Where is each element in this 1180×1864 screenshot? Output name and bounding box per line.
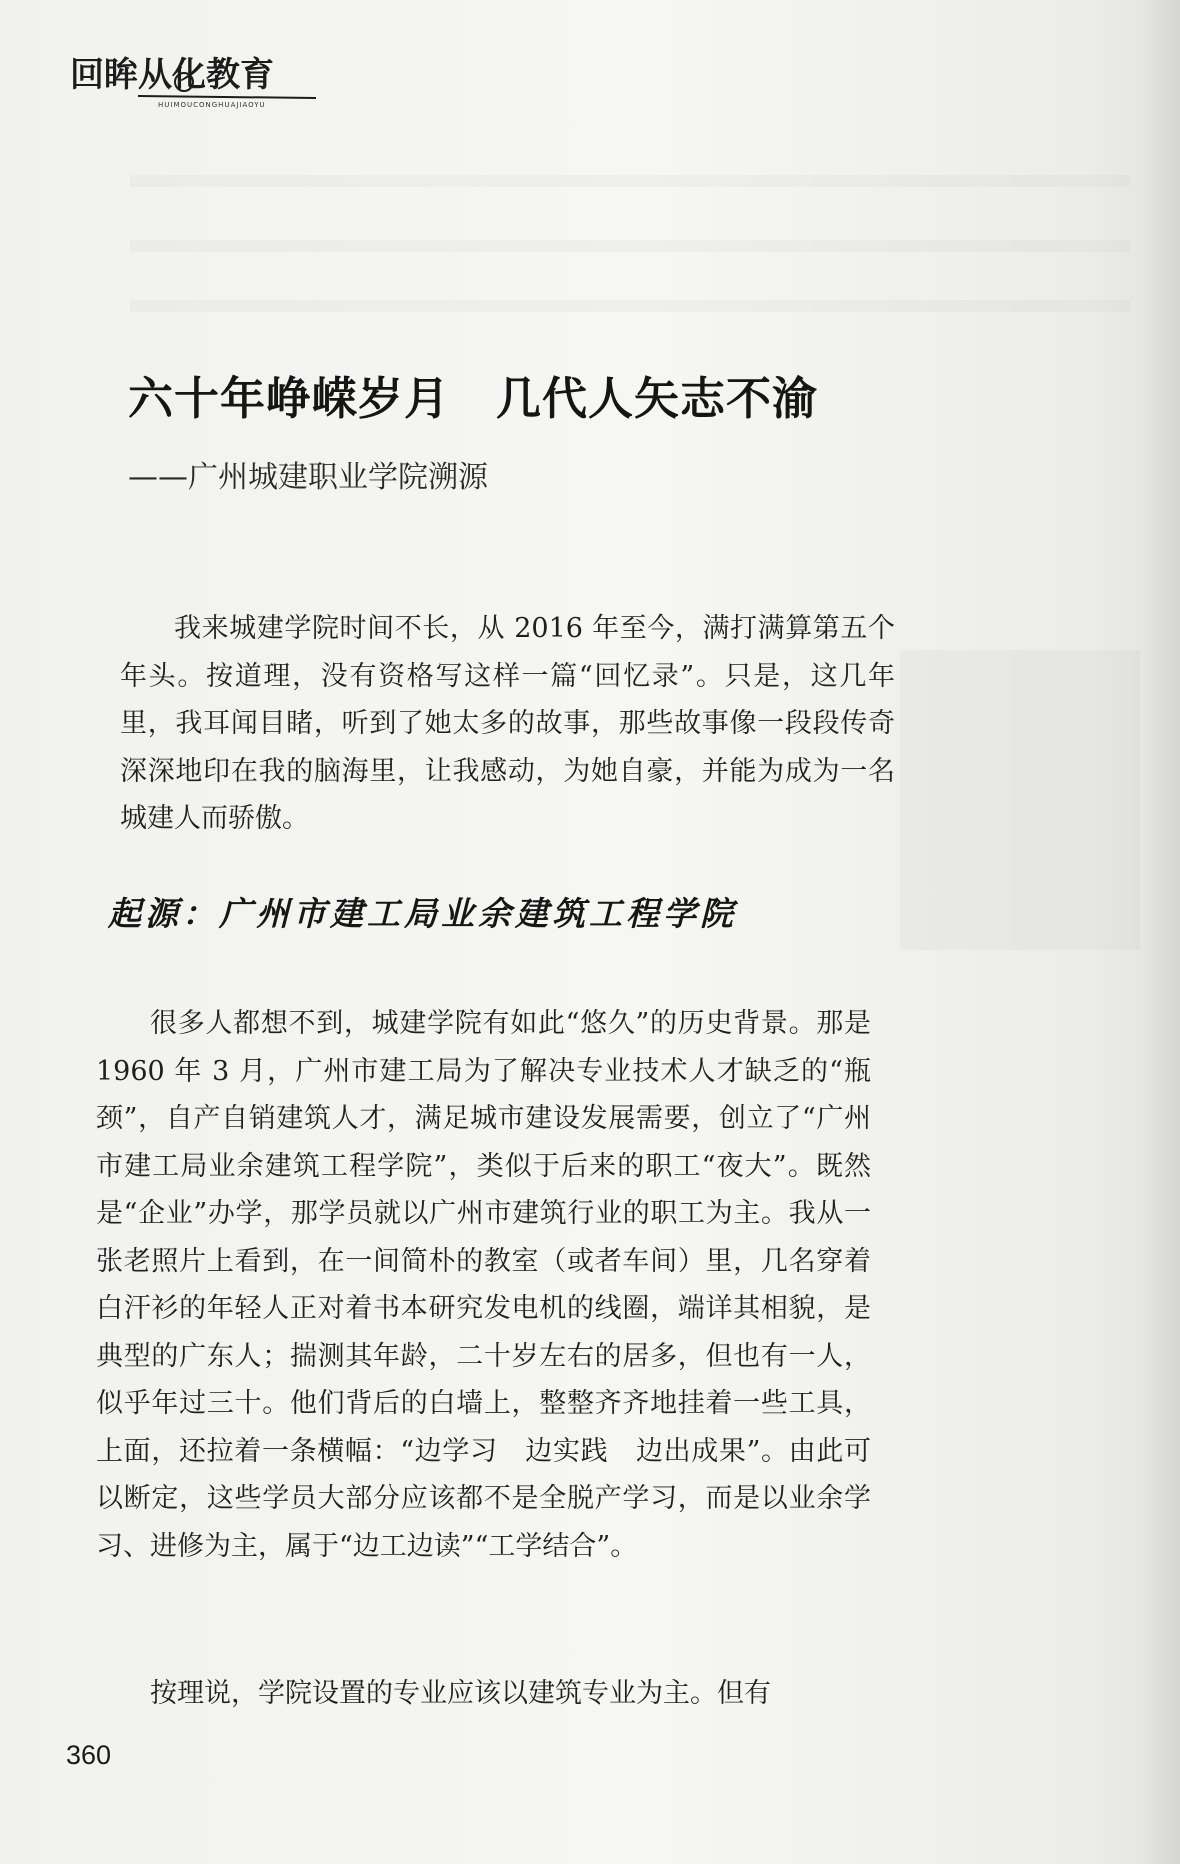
page-edge-shadow <box>1140 0 1180 1864</box>
page-number: 360 <box>66 1740 112 1770</box>
section-heading: 起源：广州市建工局业余建筑工程学院 <box>108 894 737 933</box>
paragraph-origin: 很多人都想不到，城建学院有如此“悠久”的历史背景。那是 1960 年 3 月，广州市建工局为了解决专业技术人才缺乏的“瓶颈”，自产自销建筑人才，满足城市建设发展需要，创立了“广州市建工局业余建筑工程学院”，类似于后来的职工“夜大”。既然是“企业”办学，那学员就以广州市建筑行业的职工为主。我从一张老照片上看到，在一间简朴的教室（或者车间）里，几名穿着白汗衫的年轻人正对着书本研究发电机的线圈，端详其相貌，是典型的广东人；揣测其年龄，二十岁左右的居多，但也有一人，似乎年过三十。他们背后的白墙上，整整齐齐地挂着一些工具，上面，还拉着一条横幅：“边学习 边实践 边出成果”。由此可以断定，这些学员大部分应该都不是全脱产学习，而是以业余学习、进修为主，属于“边工边读”“工学结合”。 <box>96 1008 871 1562</box>
paragraph-intro: 我来城建学院时间不长，从 2016 年至今，满打满算第五个年头。按道理，没有资格写这样一篇“回忆录”。只是，这几年里，我耳闻目睹，听到了她太多的故事，那些故事像一段段传奇深深地印在我的脑海里，让我感动，为她自豪，并能为成为一名城建人而骄傲。 <box>120 613 895 834</box>
show-through-line <box>130 300 1130 312</box>
article-subtitle: ——广州城建职业学院溯源 <box>128 460 488 495</box>
logo-text: 回眸从化教育 <box>70 55 274 95</box>
logo-pinyin: HUIMOUCONGHUAJIAOYU <box>158 101 266 109</box>
show-through-line <box>130 175 1130 187</box>
show-through-line <box>130 240 1130 252</box>
paragraph-continued: 按理说，学院设置的专业应该以建筑专业为主。但有 <box>150 1678 771 1709</box>
logo-calligraphy-icon <box>68 36 318 110</box>
show-through-photo <box>900 650 1140 950</box>
header-logo <box>68 36 318 110</box>
article-title: 六十年峥嵘岁月 几代人矢志不渝 <box>128 372 819 425</box>
